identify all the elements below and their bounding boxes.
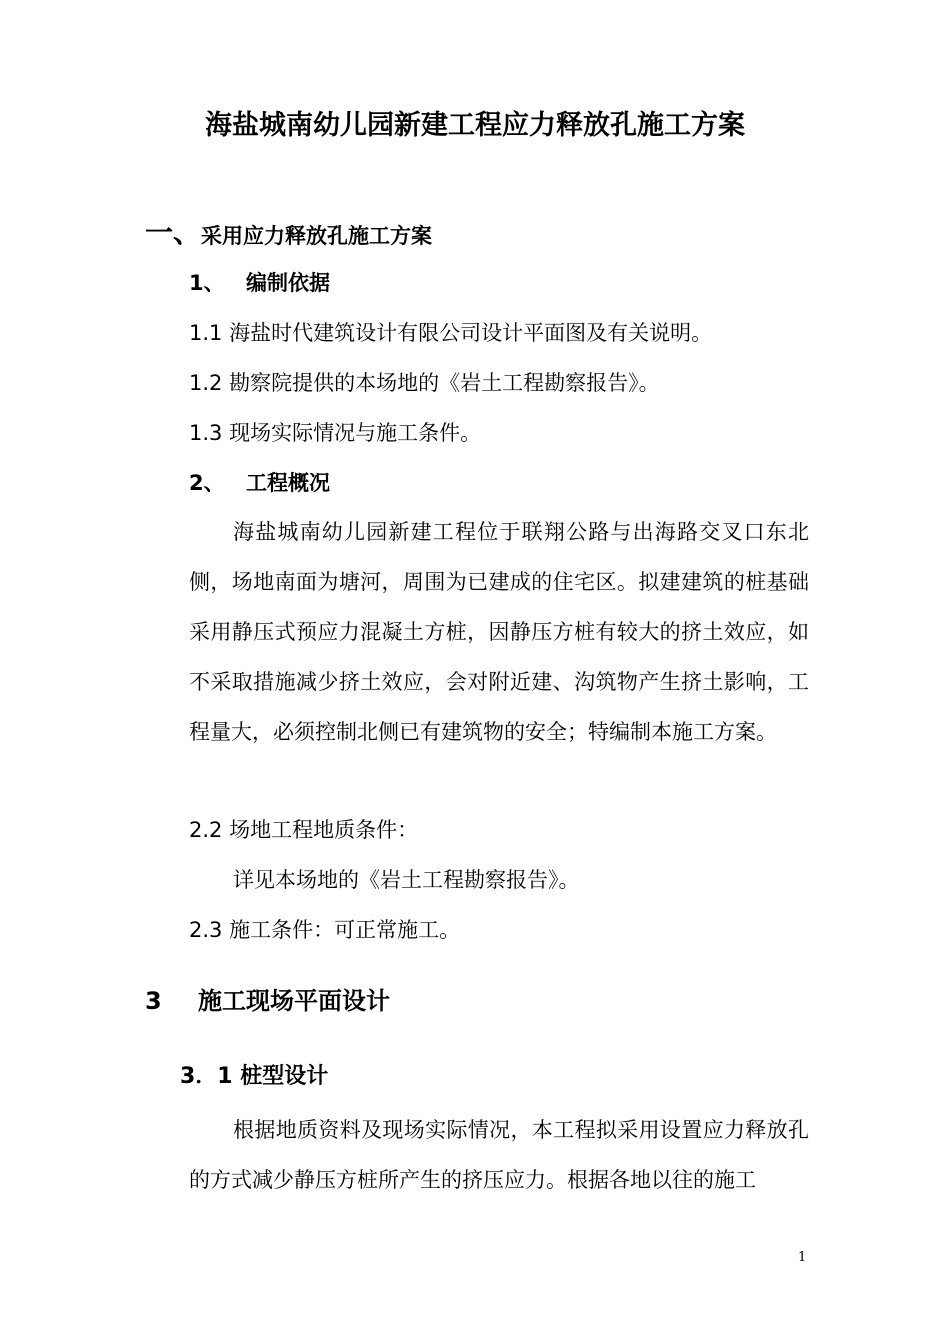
page-number: 1 [798, 1250, 807, 1265]
list-item-1-3: 1.3 现场实际情况与施工条件。 [189, 421, 482, 445]
subsection-1-title: 编制依据 [246, 271, 330, 295]
list-item-1-1: 1.1 海盐时代建筑设计有限公司设计平面图及有关说明。 [189, 321, 713, 345]
section-1-number: 一、 [145, 216, 202, 249]
section-1-title: 采用应力释放孔施工方案 [201, 224, 432, 248]
section-3-number: 3 [145, 987, 162, 1015]
list-item-1-2: 1.2 勘察院提供的本场地的《岩土工程勘察报告》。 [189, 371, 660, 395]
project-overview-paragraph: 海盐城南幼儿园新建工程位于联翔公路与出海路交叉口东北侧，场地南面为塘河，周围为已建成的住宅区。拟建建筑的桩基础采用静压式预应力混凝土方桩，因静压方桩有较大的挤土效应，如不采取措施减少挤土效应，会对附近建、沟筑物产生挤土影响，工程量大，必须控制北侧已有建筑物的安全；特编制本施工方案。 [189, 520, 809, 744]
subsection-3-1-heading: 3．1 桩型设计 [180, 1064, 329, 1089]
subsection-1-number: 1、 [189, 271, 225, 295]
document-title: 海盐城南幼儿园新建工程应力释放孔施工方案 [205, 110, 745, 141]
list-item-2-2-detail: 详见本场地的《岩土工程勘察报告》。 [233, 868, 580, 892]
subsection-2-title: 工程概况 [246, 471, 330, 495]
list-item-2-3: 2.3 施工条件：可正常施工。 [189, 918, 461, 942]
subsection-2-number: 2、 [189, 471, 225, 495]
pile-design-paragraph: 根据地质资料及现场实际情况，本工程拟采用设置应力释放孔的方式减少静压方桩所产生的挤压应力。根据各地以往的施工 [189, 1118, 809, 1192]
list-item-2-2: 2.2 场地工程地质条件： [189, 818, 419, 842]
section-3-title: 施工现场平面设计 [198, 987, 390, 1015]
